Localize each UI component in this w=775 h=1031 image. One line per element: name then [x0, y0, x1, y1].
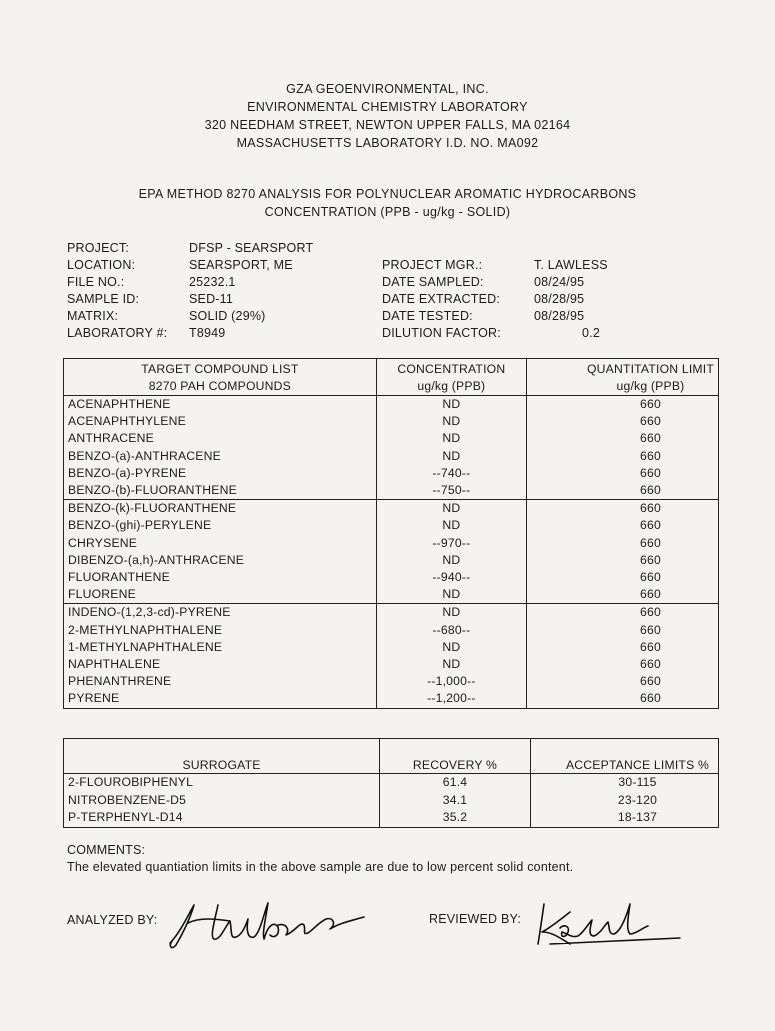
table-row	[64, 552, 719, 569]
col-header-concentration: CONCENTRATION	[376, 359, 526, 379]
concentration-value: --970--	[376, 535, 526, 552]
concentration-value: ND	[376, 448, 526, 465]
method-subtitle: CONCENTRATION (PPB - ug/kg - SOLID)	[264, 205, 511, 219]
quantitation-limit-value: 660	[640, 691, 661, 706]
info-value: 08/28/95	[534, 292, 585, 306]
compound-name: FLUORANTHENE	[64, 569, 377, 586]
table-row	[64, 500, 719, 518]
info-row	[382, 257, 722, 274]
compound-name: PHENANTHRENE	[64, 673, 377, 690]
pah-compounds-table	[63, 358, 719, 709]
comments-label: COMMENTS:	[67, 843, 146, 857]
compound-name: BENZO-(b)-FLUORANTHENE	[64, 482, 377, 500]
table-row	[64, 586, 719, 604]
info-label: DATE EXTRACTED:	[382, 292, 501, 306]
info-label: PROJECT:	[67, 241, 130, 255]
info-label: FILE NO.:	[67, 275, 125, 289]
comments-text: The elevated quantiation limits in the above sample are due to low percent solid content.	[67, 860, 574, 874]
quantitation-limit-value: 660	[640, 622, 661, 637]
compound-name: PYRENE	[64, 690, 377, 708]
info-label: DILUTION FACTOR:	[382, 326, 501, 340]
quantitation-limit-value: 660	[526, 482, 718, 500]
concentration-value: ND	[376, 500, 526, 518]
info-row	[382, 325, 722, 342]
table-row	[64, 448, 719, 465]
table-row	[64, 535, 719, 552]
table-row	[64, 639, 719, 656]
lab-id: MASSACHUSETTS LABORATORY I.D. NO. MA092	[236, 136, 539, 150]
concentration-value: --1,000--	[376, 673, 526, 690]
compound-name: 2-METHYLNAPHTHALENE	[64, 622, 377, 639]
table-row	[64, 622, 719, 639]
lab-header	[0, 80, 775, 152]
concentration-value: ND	[376, 396, 526, 414]
info-label: PROJECT MGR.:	[382, 258, 483, 272]
concentration-value: --750--	[376, 482, 526, 500]
compound-name: INDENO-(1,2,3-cd)-PYRENE	[64, 604, 377, 622]
info-value: T. LAWLESS	[534, 258, 608, 272]
comments-section	[67, 842, 573, 876]
info-row	[67, 257, 387, 274]
table-row	[64, 465, 719, 482]
acceptance-limits-value: 30-115	[618, 775, 657, 789]
compound-name: NAPHTHALENE	[64, 656, 377, 673]
concentration-value: ND	[376, 604, 526, 622]
analyst-signature	[160, 895, 390, 955]
table-row	[64, 430, 719, 447]
table-row	[64, 792, 719, 810]
concentration-value: ND	[376, 517, 526, 534]
table-row	[64, 809, 719, 827]
info-row	[67, 274, 387, 291]
compound-name: BENZO-(k)-FLUORANTHENE	[64, 500, 377, 518]
col-header-surrogate: SURROGATE	[64, 753, 380, 774]
concentration-value: ND	[376, 430, 526, 447]
info-row	[67, 308, 387, 325]
info-label: MATRIX:	[67, 309, 119, 323]
info-row	[67, 240, 387, 257]
info-value: 08/24/95	[534, 275, 585, 289]
info-row	[382, 291, 722, 308]
concentration-value: ND	[376, 413, 526, 430]
quantitation-limit-value: 660	[640, 605, 661, 620]
concentration-value: --740--	[376, 465, 526, 482]
col-header-quantitation-limit: QUANTITATION LIMIT	[586, 362, 714, 376]
col-header-recovery: RECOVERY %	[380, 753, 531, 774]
info-value: 25232.1	[189, 275, 236, 289]
table-row	[64, 413, 719, 430]
sample-info-right	[382, 257, 722, 342]
col-subheader-compounds: 8270 PAH COMPOUNDS	[64, 378, 377, 396]
quantitation-limit-value: 660	[640, 674, 661, 689]
info-row	[67, 325, 387, 342]
table-row	[64, 673, 719, 690]
info-label: LOCATION:	[67, 258, 136, 272]
recovery-value: 61.4	[380, 774, 531, 792]
table-row	[64, 569, 719, 586]
concentration-value: ND	[376, 552, 526, 569]
table-spacer-row	[64, 739, 719, 754]
quantitation-limit-value: 660	[640, 518, 661, 533]
table-header-row	[64, 359, 719, 379]
quantitation-limit-value: 660	[640, 501, 661, 516]
compound-name: ANTHRACENE	[64, 430, 377, 447]
info-row	[382, 308, 722, 325]
recovery-value: 34.1	[380, 792, 531, 810]
quantitation-limit-value: 660	[640, 535, 661, 550]
info-label: DATE SAMPLED:	[382, 275, 484, 289]
info-value: 08/28/95	[534, 309, 585, 323]
table-row	[64, 690, 719, 708]
compound-name: ACENAPHTHENE	[64, 396, 377, 414]
analyzed-by-label: ANALYZED BY:	[67, 913, 158, 927]
compound-name: BENZO-(ghi)-PERYLENE	[64, 517, 377, 534]
sample-info-left	[67, 240, 387, 342]
quantitation-limit-value: 660	[640, 552, 661, 567]
quantitation-limit-value: 660	[640, 397, 661, 411]
quantitation-limit-value: 660	[640, 570, 661, 585]
compound-name: BENZO-(a)-ANTHRACENE	[64, 448, 377, 465]
info-label: LABORATORY #:	[67, 326, 168, 340]
table-row	[64, 482, 719, 500]
compound-name: BENZO-(a)-PYRENE	[64, 465, 377, 482]
lab-address: 320 NEEDHAM STREET, NEWTON UPPER FALLS, MA 02164	[204, 118, 571, 132]
info-label: DATE TESTED:	[382, 309, 473, 323]
info-row	[382, 274, 722, 291]
table-row	[64, 604, 719, 622]
info-label: SAMPLE ID:	[67, 292, 140, 306]
table-row	[64, 656, 719, 673]
table-header-row	[64, 378, 719, 396]
method-header	[0, 185, 775, 221]
quantitation-limit-value: 660	[640, 657, 661, 672]
info-value: SOLID (29%)	[189, 309, 266, 323]
concentration-value: ND	[376, 656, 526, 673]
concentration-value: ND	[376, 639, 526, 656]
quantitation-limit-value: 660	[640, 431, 661, 446]
surrogate-name: 2-FLOUROBIPHENYL	[64, 774, 380, 792]
info-value: SED-11	[189, 292, 234, 306]
col-header-compound-list: TARGET COMPOUND LIST	[64, 359, 377, 379]
info-value: DFSP - SEARSPORT	[189, 241, 314, 255]
concentration-value: --680--	[376, 622, 526, 639]
table-row	[64, 517, 719, 534]
lab-name: ENVIRONMENTAL CHEMISTRY LABORATORY	[247, 100, 528, 114]
concentration-value: --1,200--	[376, 690, 526, 708]
table-row	[64, 774, 719, 792]
info-value: 0.2	[582, 326, 600, 340]
quantitation-limit-value: 660	[640, 465, 661, 480]
reviewed-by-label: REVIEWED BY:	[429, 912, 522, 926]
surrogate-name: P-TERPHENYL-D14	[64, 809, 380, 827]
col-subheader-concentration-unit: ug/kg (PPB)	[376, 378, 526, 396]
acceptance-limits-value: 23-120	[617, 792, 658, 807]
quantitation-limit-value: 660	[640, 639, 661, 654]
col-subheader-limit-unit: ug/kg (PPB)	[526, 378, 718, 396]
acceptance-limits-value: 18-137	[617, 810, 658, 824]
compound-name: CHRYSENE	[64, 535, 377, 552]
info-value: SEARSPORT, ME	[189, 258, 293, 272]
table-header-row	[64, 753, 719, 774]
concentration-value: ND	[376, 586, 526, 604]
company-name: GZA GEOENVIRONMENTAL, INC.	[286, 82, 489, 96]
quantitation-limit-value: 660	[526, 586, 718, 604]
table-row	[64, 396, 719, 414]
info-value: T8949	[189, 326, 226, 340]
compound-name: ACENAPHTHYLENE	[64, 413, 377, 430]
surrogate-table	[63, 738, 719, 828]
quantitation-limit-value: 660	[640, 414, 661, 429]
compound-name: DIBENZO-(a,h)-ANTHRACENE	[64, 552, 377, 569]
surrogate-name: NITROBENZENE-D5	[64, 792, 380, 810]
compound-name: 1-METHYLNAPHTHALENE	[64, 639, 377, 656]
compound-name: FLUORENE	[64, 586, 377, 604]
concentration-value: --940--	[376, 569, 526, 586]
col-header-acceptance-limits: ACCEPTANCE LIMITS %	[531, 753, 719, 774]
method-title: EPA METHOD 8270 ANALYSIS FOR POLYNUCLEAR AROMATIC HYDROCARBONS	[138, 187, 637, 201]
quantitation-limit-value: 660	[640, 448, 661, 463]
recovery-value: 35.2	[380, 809, 531, 827]
info-row	[67, 291, 387, 308]
reviewer-signature	[530, 898, 700, 953]
